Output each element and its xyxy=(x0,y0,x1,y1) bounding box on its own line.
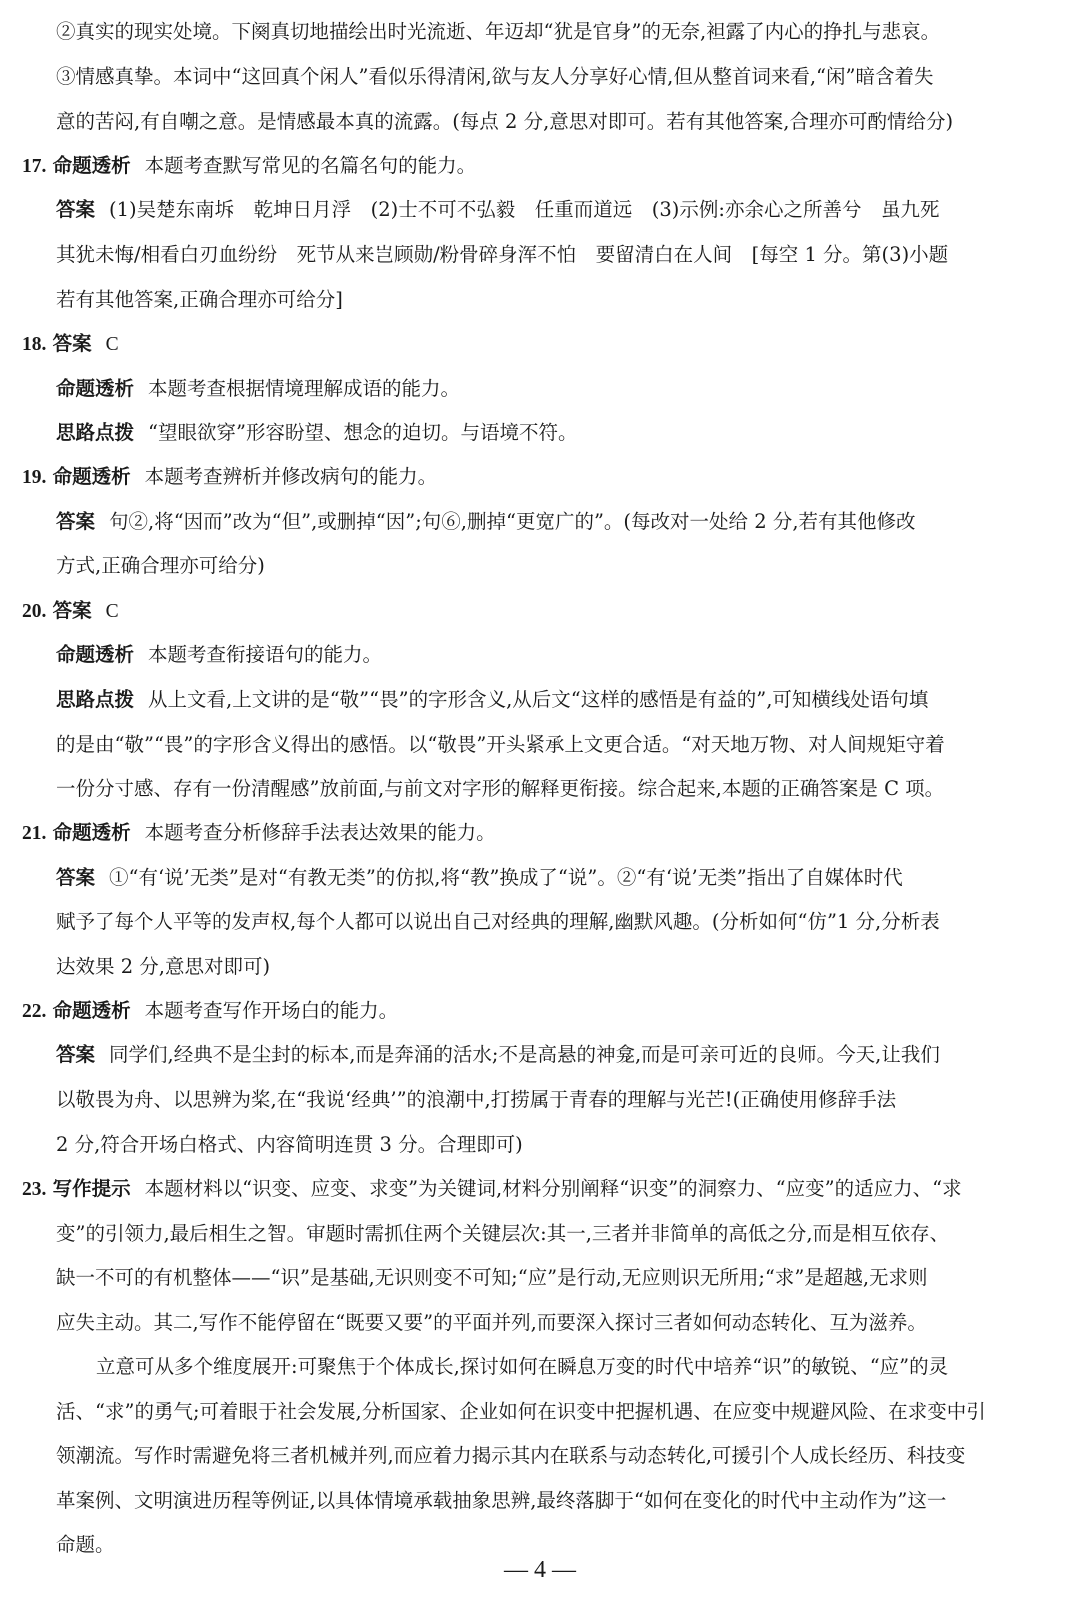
q19-answer-label: 答案 xyxy=(56,510,96,533)
q18-intent-text: 本题考查根据情境理解成语的能力。 xyxy=(148,377,461,400)
q18-hint-text: “望眼欲穿”形容盼望、想念的迫切。与语境不符。 xyxy=(148,421,578,444)
q18-answer-text: C xyxy=(105,334,119,355)
q20-hint-line-3: 一份分寸感、存有一份清醒感”放前面,与前文对字形的解释更衔接。综合起来,本题的正确答案是 C 项。 xyxy=(56,777,945,800)
q22-intent-row xyxy=(22,1001,398,1022)
q23-number: 23. xyxy=(22,1179,47,1200)
q21-intent-row xyxy=(22,823,496,844)
q19-intent-row xyxy=(22,467,437,488)
q20-hint-line-1: 从上文看,上文讲的是“敬”“畏”的字形含义,从后文“这样的感悟是有益的”,可知横线处语句填 xyxy=(148,688,929,711)
q18-number: 18. xyxy=(22,334,47,355)
q23-label: 写作提示 xyxy=(52,1177,131,1200)
q17-number: 17. xyxy=(22,156,47,177)
q23-para2-line-1: 立意可从多个维度展开:可聚焦于个体成长,探讨如何在瞬息万变的时代中培养“识”的敏锐、“应”的灵 xyxy=(96,1355,949,1378)
q19-answer-line-1: 句②,将“因而”改为“但”,或删掉“因”;句⑥,删掉“更宽广的”。(每改对一处给 2 分,若有其他修改 xyxy=(109,510,916,533)
q20-answer-text: C xyxy=(105,601,119,622)
q17-intent-text: 本题考查默写常见的名篇名句的能力。 xyxy=(144,154,477,177)
q21-intent-text: 本题考查分析修辞手法表达效果的能力。 xyxy=(144,821,496,844)
q21-answer-line-1: ①“有‘说’无类”是对“有教无类”的仿拟,将“教”换成了“说”。②“有‘说’无类”指出了自媒体时代 xyxy=(109,866,903,889)
q23-para2-line-5: 命题。 xyxy=(56,1533,115,1556)
q22-answer-line-1: 同学们,经典不是尘封的标本,而是奔涌的活水;不是高悬的神龛,而是可亲可近的良师。今天,让我们 xyxy=(109,1043,940,1066)
q17-answer-row xyxy=(56,200,939,220)
q20-intent-label: 命题透析 xyxy=(56,643,135,666)
q19-intent-label: 命题透析 xyxy=(52,465,131,488)
q18-intent-label: 命题透析 xyxy=(56,377,135,400)
q18-hint-label: 思路点拨 xyxy=(56,421,135,444)
q17-answer-line-1: (1)吴楚东南坼 乾坤日月浮 (2)士不可不弘毅 任重而道远 (3)示例:亦余心之所善兮 虽九死 xyxy=(109,198,940,221)
q19-intent-text: 本题考查辨析并修改病句的能力。 xyxy=(144,465,438,488)
q23-first-row xyxy=(22,1179,962,1200)
q23-para2-line-3: 领潮流。写作时需避免将三者机械并列,而应着力揭示其内在联系与动态转化,可援引个人成长经历、科技变 xyxy=(56,1444,966,1467)
q21-answer-line-3: 达效果 2 分,意思对即可) xyxy=(56,955,271,978)
q18-answer-label: 答案 xyxy=(52,332,92,355)
q22-intent-label: 命题透析 xyxy=(52,999,131,1022)
q20-answer-label: 答案 xyxy=(52,599,92,622)
q23-para2-line-2: 活、“求”的勇气;可着眼于社会发展,分析国家、企业如何在识变中把握机遇、在应变中规避风险、在求变中引 xyxy=(56,1400,986,1423)
q23-line-1: 本题材料以“识变、应变、求变”为关键词,材料分别阐释“识变”的洞察力、“应变”的适应力、“求 xyxy=(144,1177,962,1200)
q19-answer-row xyxy=(56,512,916,532)
q21-answer-label: 答案 xyxy=(56,866,96,889)
q23-para2-line-4: 革案例、文明演进历程等例证,以具体情境承载抽象思辨,最终落脚于“如何在变化的时代中主动作为”这一 xyxy=(56,1489,947,1512)
q22-answer-label: 答案 xyxy=(56,1043,96,1066)
page-number: — 4 — xyxy=(504,1557,576,1583)
q22-answer-line-2: 以敬畏为舟、以思辨为桨,在“我说‘经典’”的浪潮中,打捞属于青春的理解与光芒!(正确使用修辞手法 xyxy=(56,1088,897,1111)
q18-answer-row xyxy=(22,334,119,355)
q22-number: 22. xyxy=(22,1001,47,1022)
q22-answer-row xyxy=(56,1045,940,1065)
q16-line-2: ③情感真挚。本词中“这回真个闲人”看似乐得清闲,欲与友人分享好心情,但从整首词来看,“闲”暗含着失 xyxy=(56,65,934,88)
q19-number: 19. xyxy=(22,467,47,488)
q20-number: 20. xyxy=(22,601,47,622)
q18-hint-row xyxy=(56,423,577,443)
q22-intent-text: 本题考查写作开场白的能力。 xyxy=(144,999,399,1022)
q21-number: 21. xyxy=(22,823,47,844)
q16-line-3: 意的苦闷,有自嘲之意。是情感最本真的流露。(每点 2 分,意思对即可。若有其他答案,合理亦可酌情给分) xyxy=(56,110,954,133)
q20-hint-line-2: 的是由“敬”“畏”的字形含义得出的感悟。以“敬畏”开头紧承上文更合适。“对天地万物、对人间规矩守着 xyxy=(56,733,945,756)
q21-intent-label: 命题透析 xyxy=(52,821,131,844)
q20-intent-row xyxy=(56,645,382,665)
q17-answer-line-3: 若有其他答案,正确合理亦可给分] xyxy=(56,288,343,311)
q18-intent-row xyxy=(56,379,460,399)
q20-answer-row xyxy=(22,601,119,622)
q20-hint-row xyxy=(56,690,928,710)
q23-line-4: 应失主动。其二,写作不能停留在“既要又要”的平面并列,而要深入探讨三者如何动态转化、互为滋养。 xyxy=(56,1311,927,1334)
q20-hint-label: 思路点拨 xyxy=(56,688,135,711)
q16-line-1: ②真实的现实处境。下阕真切地描绘出时光流逝、年迈却“犹是官身”的无奈,袒露了内心的挣扎与悲哀。 xyxy=(56,20,941,43)
q17-answer-line-2: 其犹未悔/相看白刃血纷纷 死节从来岂顾勋/粉骨碎身浑不怕 要留清白在人间 [每空 1 分。第(3)小题 xyxy=(56,243,949,266)
q20-intent-text: 本题考查衔接语句的能力。 xyxy=(148,643,383,666)
q23-line-2: 变”的引领力,最后相生之智。审题时需抓住两个关键层次:其一,三者并非简单的高低之分,而是相互依存、 xyxy=(56,1222,950,1245)
q17-intent-label: 命题透析 xyxy=(52,154,131,177)
q17-answer-label: 答案 xyxy=(56,198,96,221)
q23-line-3: 缺一不可的有机整体——“识”是基础,无识则变不可知;“应”是行动,无应则识无所用;“求”是超越,无求则 xyxy=(56,1266,928,1289)
q21-answer-line-2: 赋予了每个人平等的发声权,每个人都可以说出自己对经典的理解,幽默风趣。(分析如何“仿”1 分,分析表 xyxy=(56,910,940,933)
q22-answer-line-3: 2 分,符合开场白格式、内容简明连贯 3 分。合理即可) xyxy=(56,1133,523,1156)
q21-answer-row xyxy=(56,868,903,888)
q17-intent-row xyxy=(22,156,476,177)
q19-answer-line-2: 方式,正确合理亦可给分) xyxy=(56,554,265,577)
